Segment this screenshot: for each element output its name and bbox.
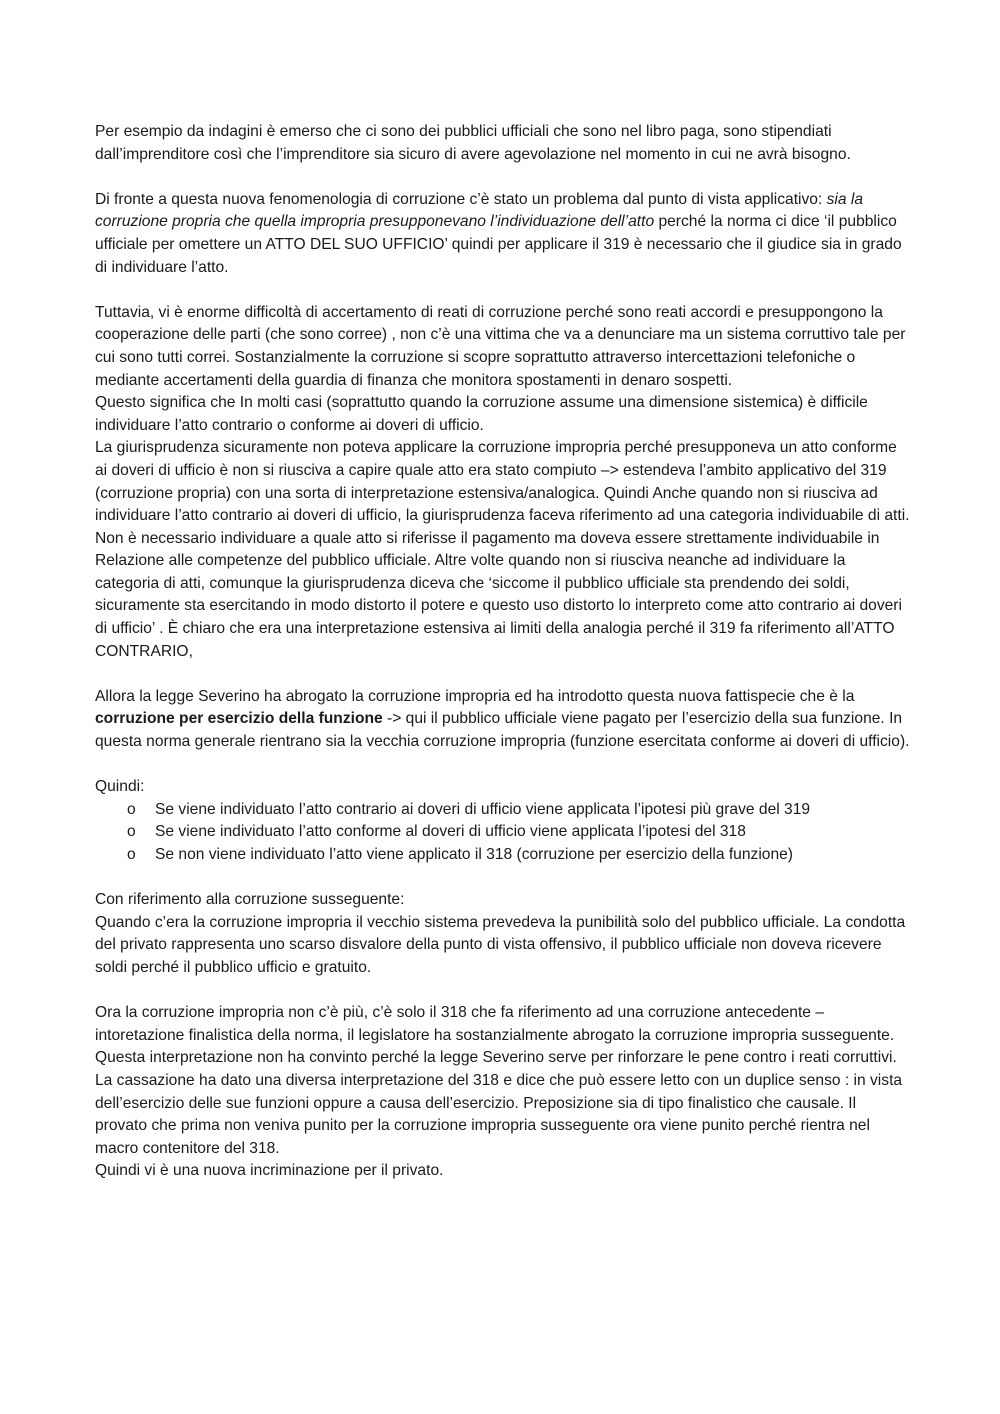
bullet-list (95, 799, 910, 867)
list-item-text: Se viene individuato l’atto conforme al doveri di ufficio viene applicata l’ipotesi del 318 (155, 823, 746, 841)
paragraph-meaning: Questo significa che In molti casi (soprattutto quando la corruzione assume una dimensione sistemica) è difficile individuare l’atto contrario o conforme ai doveri di ufficio. (95, 394, 868, 434)
paragraph-old-system: Quando c’era la corruzione impropria il vecchio sistema prevedeva la punibilità solo del pubblico ufficiale. La condotta del privato rappresenta uno scarso disvalore della punto di vista offensivo, il pubblico ufficiale non doveva ricevere soldi perché il pubblico ufficio e gratuito. (95, 913, 906, 976)
paragraph-severino-law (95, 686, 910, 754)
paragraph-text: Allora la legge Severino ha abrogato la corruzione impropria ed ha introdotto questa nuova fattispecie che è la (95, 687, 855, 705)
paragraph-spacer (95, 279, 910, 302)
paragraph-spacer (95, 980, 910, 1003)
list-item (127, 799, 910, 822)
paragraph-spacer (95, 166, 910, 189)
bold-text: corruzione per esercizio della funzione (95, 710, 383, 728)
paragraph-new-phenomenology (95, 189, 910, 279)
list-item-text: Se non viene individuato l’atto viene applicato il 318 (corruzione per esercizio della funzione) (155, 846, 793, 863)
paragraph-therefore: Quindi: (95, 778, 145, 796)
list-item (127, 821, 910, 844)
paragraph-spacer (95, 867, 910, 890)
paragraph-text: -> qui il pubblico ufficiale viene pagato per l’esercizio della sua funzione. In questa norma generale rientrano sia la vecchia corruzione impropria (funzione esercitata conforme ai doveri di ufficio). (95, 710, 910, 751)
paragraph-current-law: Ora la corruzione impropria non c’è più, c’è solo il 318 che fa riferimento ad una corruzione antecedente – intoretazione finalistica della norma, il legislatore ha sostanzialmente abrogato la corruzione impropria susseguente. Questa interpretazione non ha convinto perché la legge Severino serve per rinforzare le pene contro i reati corruttivi. La cassazione ha dato una diversa interpretazione del 318 e dice che può essere letto con un duplice senso : in vista dell’esercizio delle sue funzioni oppure a causa dell’esercizio. Preposizione sia di tipo finalistico che causale. Il provato che prima non veniva punito per la corruzione impropria susseguente ora viene punito perché rientra nel macro contenitore del 318. (95, 1004, 903, 1157)
paragraph-spacer (95, 754, 910, 777)
paragraph-text: Di fronte a questa nuova fenomenologia di corruzione c’è stato un problema dal punto di vista applicativo: (95, 190, 827, 208)
paragraph-spacer (95, 663, 910, 686)
bullet-marker: o (127, 846, 136, 863)
list-item (127, 844, 910, 867)
list-item-text: Se viene individuato l’atto contrario ai doveri di ufficio viene applicata l’ipotesi più grave del 319 (155, 800, 811, 818)
paragraph-difficulty: Tuttavia, vi è enorme difficoltà di accertamento di reati di corruzione perché sono reati accordi e presuppongono la cooperazione delle parti (che sono corree) , non c’è una vittima che va a denunciare ma un sistema corruttivo tale per cui sono tutti correi. Sostanzialmente la corruzione si scopre soprattutto attraverso intercettazioni telefoniche o mediante accertamenti della guardia di finanza che monitora spostamenti in denaro sospetti. (95, 303, 906, 389)
paragraph-example: Per esempio da indagini è emerso che ci sono dei pubblici ufficiali che sono nel libro paga, sono stipendiati dall’imprenditore così che l’imprenditore sia sicuro di avere agevolazione nel momento in cui ne avrà bisogno. (95, 123, 851, 163)
paragraph-jurisprudence: La giurisprudenza sicuramente non poteva applicare la corruzione impropria perché presupponeva un atto conforme ai doveri di ufficio è non si riusciva a capire quale atto era stato compiuto –> estendeva l’ambito applicativo del 319 (corruzione propria) con una sorta di interpretazione estensiva/analogica. Quindi Anche quando non si riusciva ad individuare l’atto contrario ai doveri di ufficio, la giurisprudenza faceva riferimento ad una categoria individuabile di atti. Non è necessario individuare a quale atto si riferisse il pagamento ma doveva essere strettamente individuabile in Relazione alle competenze del pubblico ufficiale. Altre volte quando non si riusciva neanche ad individuare la categoria di atti, comunque la giurisprudenza diceva che ‘siccome il pubblico ufficiale sta prendendo dei soldi, sicuramente sta esercitando in modo distorto il potere e questo uso distorto lo interpreto come atto contrario ai doveri di ufficio’ . È chiaro che era una interpretazione estensiva ai limiti della analogia perché il 319 fa riferimento all’ATTO CONTRARIO, (95, 439, 910, 660)
paragraph-text: perché la norma ci dice ‘il pubblico ufficiale per omettere un ATTO DEL SUO UFFICIO’ quindi per applicare il 319 è necessario che il giudice sia in grado di individuare l’atto. (95, 213, 902, 276)
bullet-marker: o (127, 823, 136, 841)
paragraph-subsequent-corruption-heading: Con riferimento alla corruzione susseguente: (95, 891, 405, 909)
paragraph-conclusion: Quindi vi è una nuova incriminazione per il privato. (95, 1162, 444, 1180)
bullet-marker: o (127, 800, 136, 818)
italic-text: sia la corruzione propria che quella impropria presupponevano l’individuazione dell’atto (95, 190, 864, 231)
